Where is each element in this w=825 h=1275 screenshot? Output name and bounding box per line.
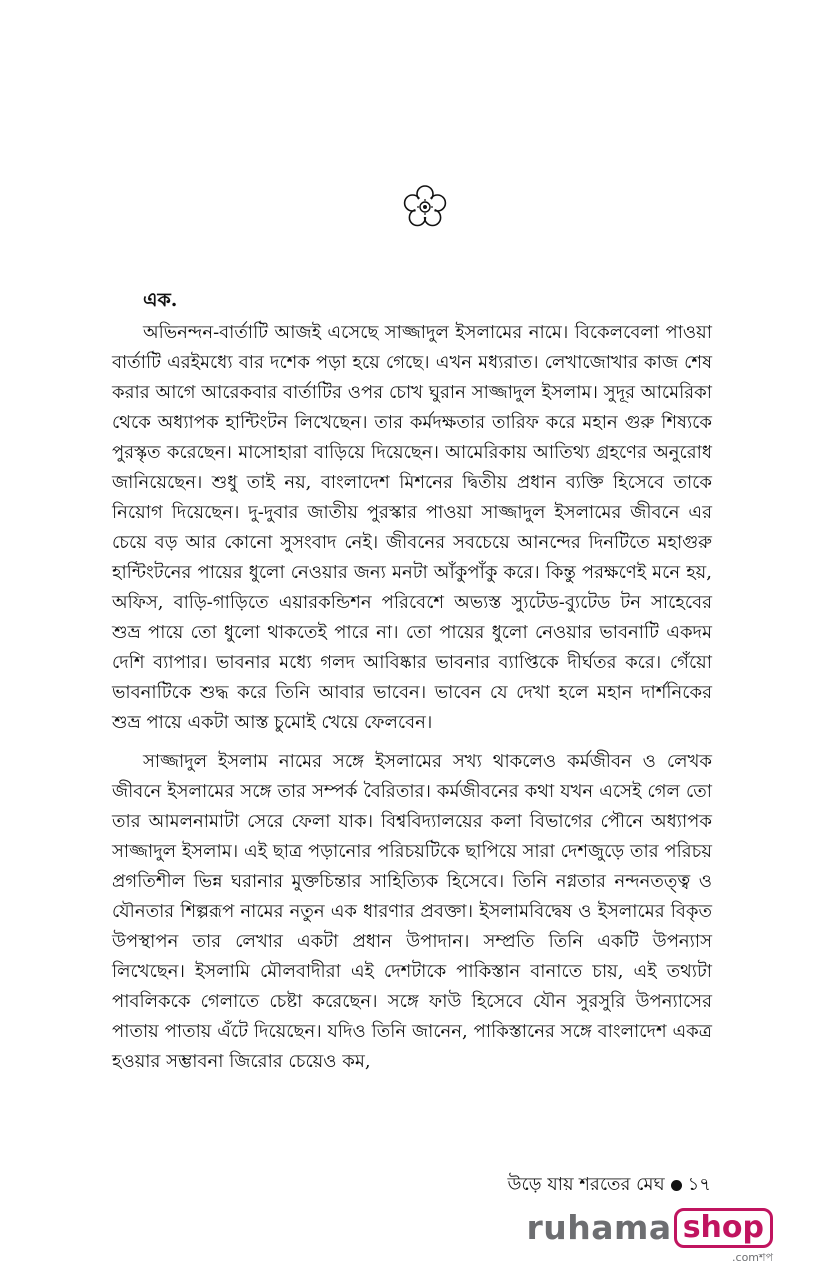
logo-text-ruhama: ruhama bbox=[526, 1208, 672, 1247]
book-title: উড়ে যায় শরতের মেঘ bbox=[507, 1174, 665, 1195]
logo-text-shop: shop bbox=[674, 1208, 773, 1248]
chapter-heading: এক. bbox=[143, 289, 178, 311]
bullet-dot-icon bbox=[671, 1180, 682, 1191]
paragraph: সাজ্জাদুল ইসলাম নামের সঙ্গে ইসলামের সখ্য থাকলেও কর্মজীবন ও লেখক জীবনে ইসলামের সঙ্গে তার সম্পর্ক বৈরিতার। কর্মজীবনের কথা যখন এসেই গেল তো তার আমলনামাটা সেরে ফেলা যাক। বিশ্ববিদ্যালয়ের কলা বিভাগের পৌনে অধ্যাপক সাজ্জাদুল ইসলাম। এই ছাত্র পড়ানোর পরিচয়টিকে ছাপিয়ে সারা দেশজুড়ে তার পরিচয় প্রগতিশীল ভিন্ন ঘরানার মুক্তচিন্তার সাহিত্যিক হিসেবে। তিনি নগ্নতার নন্দনতত্ত্ব ও যৌনতার শিল্পরূপ নামের নতুন এক ধারণার প্রবক্তা। ইসলামবিদ্বেষ ও ইসলামের বিকৃত উপস্থাপন তার লেখার একটা প্রধান উপাদান। সম্প্রতি তিনি একটি উপন্যাস লিখেছেন। ইসলামি মৌলবাদীরা এই দেশটাকে পাকিস্তান বানাতে চায়, এই তথ্যটা পাবলিককে গেলাতে চেষ্টা করেছেন। সঙ্গে ফাউ হিসেবে যৌন সুরসুরি উপন্যাসের পাতায় পাতায় এঁটে দিয়েছেন। যদিও তিনি জানেন, পাকিস্তানের সঙ্গে বাংলাদেশ একত্র হওয়ার সম্ভাবনা জিরোর চেয়েও কম, bbox=[112, 751, 712, 1072]
logo-shop-group bbox=[672, 1208, 773, 1268]
page-footer bbox=[508, 1170, 711, 1201]
paragraph: অভিনন্দন-বার্তাটি আজই এসেছে সাজ্জাদুল ইসলামের নামে। বিকেলবেলা পাওয়া বার্তাটি এরইমধ্যে বার দশেক পড়া হয়ে গেছে। এখন মধ্যরাত। লেখাজোখার কাজ শেষ করার আগে আরেকবার বার্তাটির ওপর চোখ ঘুরান সাজ্জাদুল ইসলাম। সুদূর আমেরিকা থেকে অধ্যাপক হান্টিংটন লিখেছেন। তার কর্মদক্ষতার তারিফ করে মহান গুরু শিষ্যকে পুরস্কৃত করেছেন। মাসোহারা বাড়িয়ে দিয়েছেন। আমেরিকায় আতিথ্য গ্রহণের অনুরোধ জানিয়েছেন। শুধু তাই নয়, বাংলাদেশ মিশনের দ্বিতীয় প্রধান ব্যক্তি হিসেবে তাকে নিয়োগ দিয়েছেন। দু-দুবার জাতীয় পুরস্কার পাওয়া সাজ্জাদুল ইসলামের জীবনে এর চেয়ে বড় আর কোনো সুসংবাদ নেই। জীবনের সবচেয়ে আনন্দের দিনটিতে মহাগুরু হান্টিংটনের পায়ের ধুলো নেওয়ার জন্য মনটা আঁকুপাঁকু করে। কিন্তু পরক্ষণেই মনে হয়, অফিস, বাড়ি-গাড়িতে এয়ারকন্ডিশন পরিবেশে অভ্যস্ত স্যুটেড-ব্যুটেড টন সাহেবের শুভ্র পায়ে তো ধুলো থাকতেই পারে না। তো পায়ের ধুলো নেওয়ার ভাবনাটি একদম দেশি ব্যাপার। ভাবনার মধ্যে গলদ আবিষ্কার ভাবনার ব্যাপ্তিকে দীর্ঘতর করে। গেঁয়ো ভাবনাটিকে শুদ্ধ করে তিনি আবার ভাবেন। ভাবেন যে দেখা হলে মহান দার্শনিকের শুভ্র পায়ে একটা আস্ত চুমোই খেয়ে ফেলবেন। bbox=[112, 322, 712, 733]
ruhamashop-logo bbox=[527, 1208, 774, 1268]
logo-text-suffix: .comশপ bbox=[732, 1251, 773, 1264]
body-text bbox=[112, 318, 712, 1086]
flower-ornament-icon bbox=[402, 184, 448, 230]
page-number: ১৭ bbox=[687, 1174, 711, 1195]
